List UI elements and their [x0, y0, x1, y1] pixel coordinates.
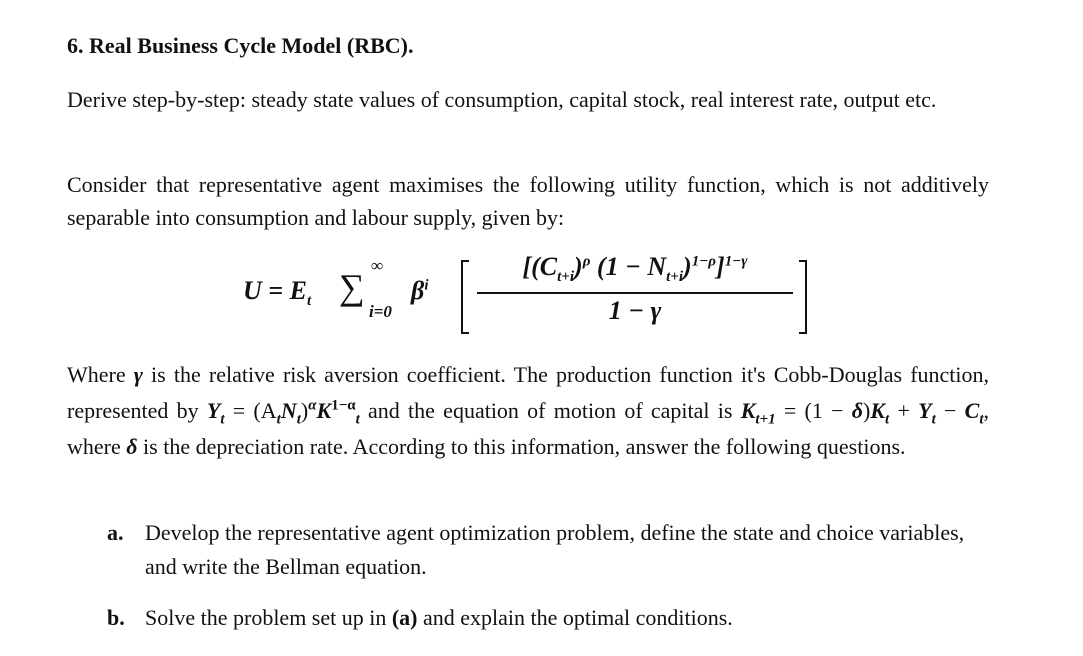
question-b-marker: b.	[107, 605, 125, 630]
section-heading: 6. Real Business Cycle Model (RBC).	[67, 33, 414, 58]
left-bracket	[461, 260, 469, 334]
equation-lhs: $U = E_t$	[243, 276, 312, 310]
question-b-ref: (a)	[391, 605, 418, 630]
where-paragraph: Where γ is the relative risk aversion coefficient. The production function it's Cobb-Douglas function, represented by $Y_t = (A_tN_t)^\alpha K^{1-\alpha}_t$ and the equation of motion of capital is $K_{t+1} = (1 - \delta)K_t + Y_t - C_t$, where δ is the depreciation rate. According to this information, answer the following questions.	[67, 362, 990, 459]
discount-factor: $\beta^i$	[411, 276, 429, 305]
sum-sign: ∑	[339, 267, 365, 307]
right-bracket	[799, 260, 807, 334]
sum-upper-limit: ∞	[371, 256, 384, 275]
equation-denominator: 1 − γ	[608, 296, 662, 325]
sum-lower-limit: i=0	[369, 302, 392, 321]
fraction-bar	[477, 292, 793, 294]
question-a	[107, 516, 989, 584]
utility-equation	[243, 252, 843, 336]
question-a-marker: a.	[107, 520, 124, 545]
consider-paragraph: Consider that representative agent maximises the following utility function, which is not additively separable into consumption and labour supply, given by:	[67, 172, 989, 230]
equation-numerator: [$(C_{t+i})^\rho$ $(1 - N_{t+i})^{1-\rho}]^{1-\gamma}$	[522, 252, 748, 286]
question-a-text: Develop the representative agent optimization problem, define the state and choice variables, and write the Bellman equation.	[145, 520, 965, 579]
question-b	[107, 601, 989, 635]
question-b-text: Solve the problem set up in (a) and explain the optimal conditions.	[145, 605, 733, 630]
intro-paragraph: Derive step-by-step: steady state values of consumption, capital stock, real interest rate, output etc.	[67, 87, 937, 112]
